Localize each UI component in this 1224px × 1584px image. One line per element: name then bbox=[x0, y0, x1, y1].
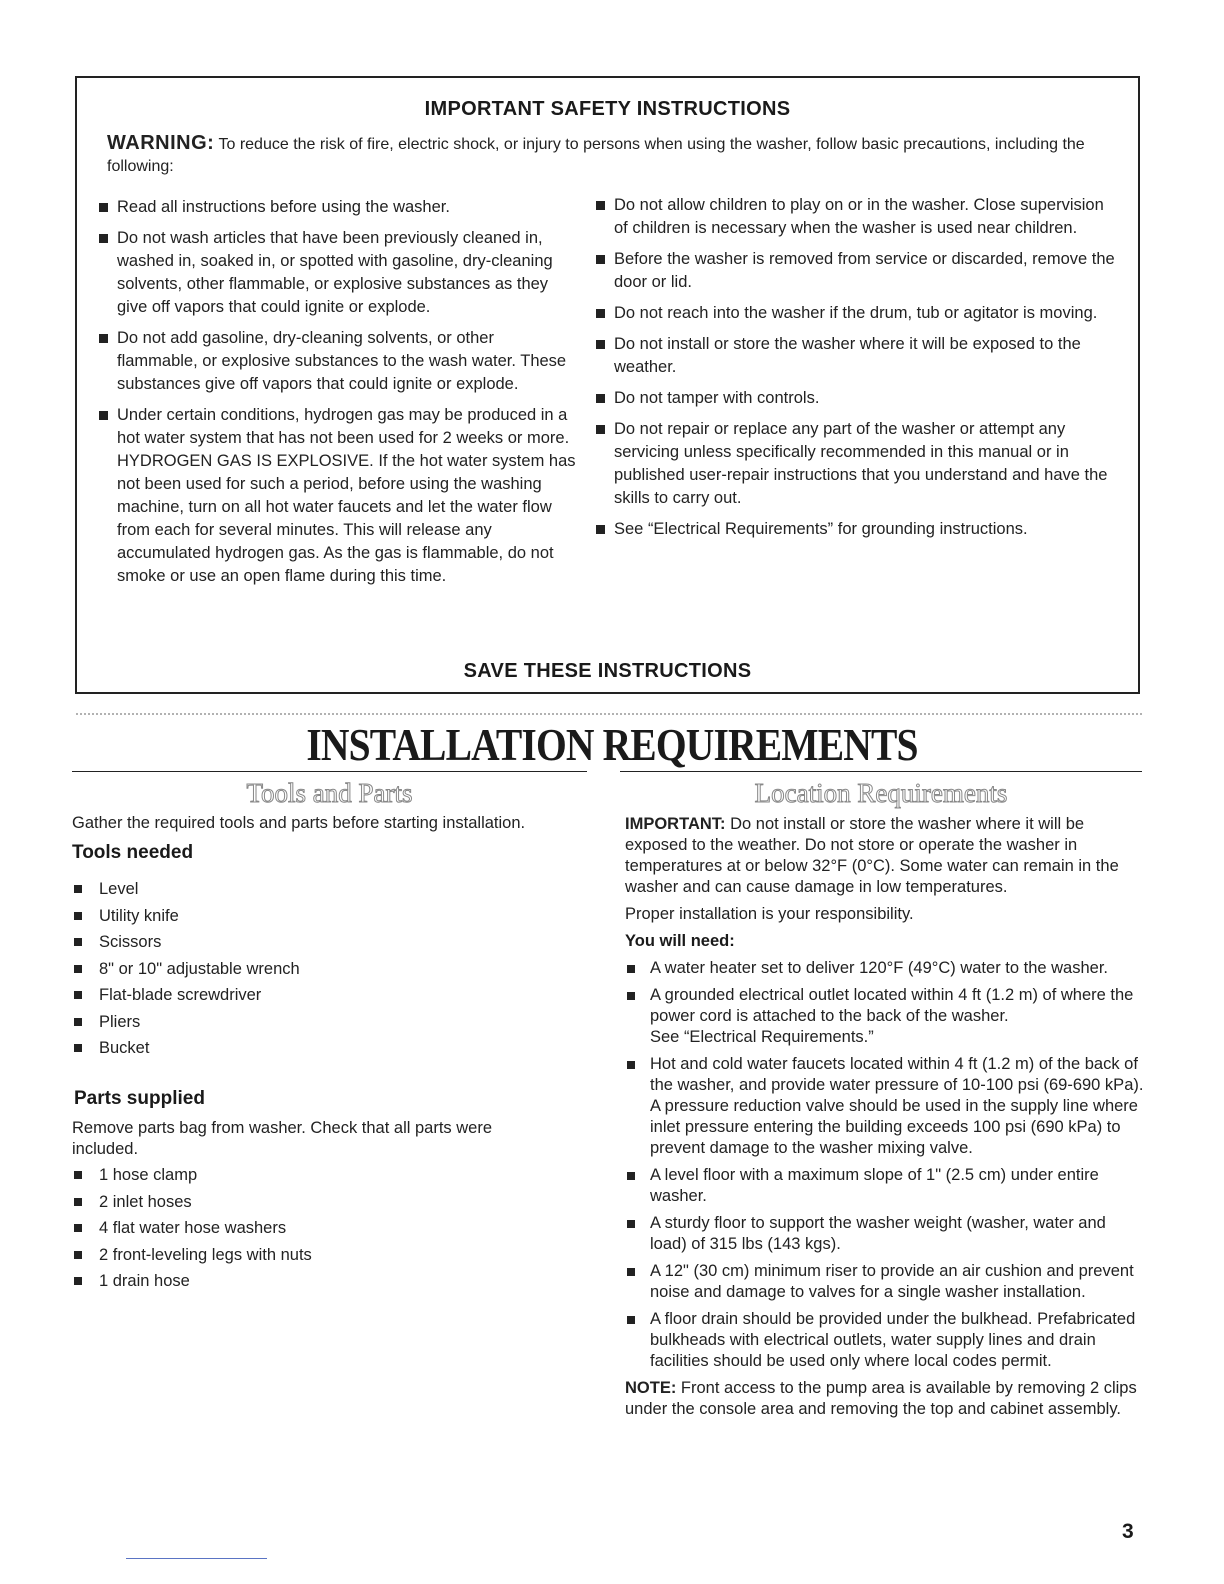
section-title-location: Location Requirements bbox=[754, 778, 1008, 808]
bullet-icon bbox=[627, 1316, 635, 1324]
safety-title: IMPORTANT SAFETY INSTRUCTIONS bbox=[424, 98, 791, 120]
bullet-icon bbox=[596, 255, 605, 264]
bullet-icon bbox=[627, 1268, 635, 1276]
bullet-icon bbox=[596, 525, 605, 534]
list-item: Do not allow children to play on or in the washer. Close supervision of children is necessary when the washer is used near children. bbox=[594, 194, 1119, 240]
list-item: Read all instructions before using the washer. bbox=[97, 196, 577, 219]
bullet-icon bbox=[627, 992, 635, 1000]
page-title: INSTALLATION REQUIREMENTS bbox=[306, 719, 918, 770]
bullet-icon bbox=[74, 1044, 82, 1052]
bullet-icon bbox=[596, 340, 605, 349]
bullet-icon bbox=[74, 1251, 82, 1259]
list-item: Do not install or store the washer where it will be exposed to the weather. bbox=[594, 333, 1119, 379]
list-item: Utility knife bbox=[72, 905, 300, 932]
bullet-icon bbox=[627, 1172, 635, 1180]
parts-heading: Parts supplied bbox=[74, 1088, 205, 1109]
list-item: Level bbox=[72, 878, 300, 905]
list-item: 2 front-leveling legs with nuts bbox=[72, 1244, 312, 1271]
list-item: Do not tamper with controls. bbox=[594, 387, 1119, 410]
note-label: NOTE: bbox=[625, 1379, 677, 1397]
bullet-icon bbox=[74, 1171, 82, 1179]
you-will-need-heading: You will need: bbox=[625, 932, 735, 950]
see-electrical-reference: See “Electrical Requirements.” bbox=[650, 1028, 874, 1046]
parts-intro: Remove parts bag from washer. Check that all parts were included. bbox=[72, 1119, 493, 1158]
list-item: Do not wash articles that have been previously cleaned in, washed in, soaked in, or spotted with gasoline, dry-cleaning solvents, other flammable, or explosive substances as they give off vapors that could ignite or explode. bbox=[97, 227, 577, 319]
bullet-icon bbox=[74, 912, 82, 920]
location-section bbox=[625, 814, 1145, 1426]
important-text: Do not install or store the washer where it will be exposed to the weather. Do not store or operate the washer in temperatures at or below 32°F (0°C). Some water can remain in the washer and can cause damage in low temperatures. bbox=[625, 815, 1119, 896]
bullet-icon bbox=[74, 938, 82, 946]
important-label: IMPORTANT: bbox=[625, 815, 726, 833]
bullet-icon bbox=[596, 309, 605, 318]
list-item: A level floor with a maximum slope of 1" (2.5 cm) under entire washer. bbox=[625, 1165, 1145, 1207]
list-item: A 12" (30 cm) minimum riser to provide an air cushion and prevent noise and damage to valves for a single washer installation. bbox=[625, 1261, 1145, 1303]
list-item: 8" or 10" adjustable wrench bbox=[72, 958, 300, 985]
list-item: A floor drain should be provided under the bulkhead. Prefabricated bulkheads with electrical outlets, water supply lines and drain facilities should be used only where local codes permit. bbox=[625, 1309, 1145, 1372]
bullet-icon bbox=[596, 394, 605, 403]
save-instructions: SAVE THESE INSTRUCTIONS bbox=[463, 660, 752, 682]
rule-divider bbox=[620, 771, 1142, 772]
list-item: 2 inlet hoses bbox=[72, 1191, 312, 1218]
list-item: 4 flat water hose washers bbox=[72, 1217, 312, 1244]
safety-instructions-box bbox=[75, 76, 1140, 694]
tools-list bbox=[72, 878, 300, 1064]
list-item: Pliers bbox=[72, 1011, 300, 1038]
page-number: 3 bbox=[1122, 1520, 1134, 1543]
bullet-icon bbox=[627, 1220, 635, 1228]
list-item: 1 hose clamp bbox=[72, 1164, 312, 1191]
bullet-icon bbox=[99, 411, 108, 420]
bullet-icon bbox=[596, 201, 605, 210]
safety-list-right bbox=[594, 194, 1119, 549]
bullet-icon bbox=[74, 885, 82, 893]
section-title-tools-parts: Tools and Parts bbox=[246, 778, 413, 808]
list-item: Scissors bbox=[72, 931, 300, 958]
list-item: Bucket bbox=[72, 1037, 300, 1064]
note-text: Front access to the pump area is available by removing 2 clips under the console area and removing the top and cabinet assembly. bbox=[625, 1379, 1137, 1418]
bullet-icon bbox=[596, 425, 605, 434]
requirements-list bbox=[625, 958, 1145, 1372]
bullet-icon bbox=[99, 334, 108, 343]
tools-parts-section bbox=[72, 812, 582, 1290]
bullet-icon bbox=[74, 1224, 82, 1232]
list-item: Under certain conditions, hydrogen gas may be produced in a hot water system that has not been used for 2 weeks or more. HYDROGEN GAS IS EXPLOSIVE. If the hot water system has not been used for such a period, before using the washing machine, turn on all hot water faucets and let the water flow from each for several minutes. This will release any accumulated hydrogen gas. As the gas is flammable, do not smoke or use an open flame during this time. bbox=[97, 404, 577, 588]
warning-label: WARNING: bbox=[107, 132, 215, 154]
list-item: A water heater set to deliver 120°F (49°C) water to the washer. bbox=[625, 958, 1145, 979]
safety-list-left bbox=[97, 196, 577, 596]
responsibility-text: Proper installation is your responsibility. bbox=[625, 905, 914, 923]
list-item: Hot and cold water faucets located within 4 ft (1.2 m) of the back of the washer, and provide water pressure of 10-100 psi (69-690 kPa). A pressure reduction valve should be used in the supply line where inlet pressure entering the building exceeds 100 psi (690 kPa) to prevent damage to the washer mixing valve. bbox=[625, 1054, 1145, 1159]
bullet-icon bbox=[99, 203, 108, 212]
list-item: A sturdy floor to support the washer weight (washer, water and load) of 315 lbs (143 kgs). bbox=[625, 1213, 1145, 1255]
rule-divider bbox=[72, 771, 587, 772]
footer-rule bbox=[126, 1558, 267, 1559]
parts-list bbox=[72, 1164, 312, 1297]
bullet-icon bbox=[74, 1018, 82, 1026]
list-item: Do not repair or replace any part of the washer or attempt any servicing unless specifically recommended in this manual or in published user-repair instructions that you understand and have the skills to carry out. bbox=[594, 418, 1119, 510]
list-item: A grounded electrical outlet located within 4 ft (1.2 m) of where the power cord is attached to the back of the washer. See “Electrical Requirements.” bbox=[625, 985, 1145, 1048]
dotted-divider bbox=[75, 712, 1143, 716]
note-paragraph bbox=[625, 1378, 1145, 1420]
bullet-icon bbox=[99, 234, 108, 243]
tools-intro: Gather the required tools and parts before starting installation. bbox=[72, 814, 526, 832]
warning-paragraph bbox=[107, 132, 1107, 178]
bullet-icon bbox=[627, 1061, 635, 1069]
bullet-icon bbox=[627, 965, 635, 973]
list-item: Flat-blade screwdriver bbox=[72, 984, 300, 1011]
list-item: Before the washer is removed from service or discarded, remove the door or lid. bbox=[594, 248, 1119, 294]
list-item: Do not add gasoline, dry-cleaning solvents, or other flammable, or explosive substances to the wash water. These substances give off vapors that could ignite or explode. bbox=[97, 327, 577, 396]
bullet-icon bbox=[74, 1277, 82, 1285]
bullet-icon bbox=[74, 1198, 82, 1206]
tools-heading: Tools needed bbox=[72, 842, 194, 863]
warning-text: To reduce the risk of fire, electric shock, or injury to persons when using the washer, follow basic precautions, including the following: bbox=[107, 136, 1085, 175]
bullet-icon bbox=[74, 991, 82, 999]
list-item: See “Electrical Requirements” for grounding instructions. bbox=[594, 518, 1119, 541]
list-item: Do not reach into the washer if the drum, tub or agitator is moving. bbox=[594, 302, 1119, 325]
bullet-icon bbox=[74, 965, 82, 973]
list-item: 1 drain hose bbox=[72, 1270, 312, 1297]
important-paragraph bbox=[625, 814, 1145, 898]
